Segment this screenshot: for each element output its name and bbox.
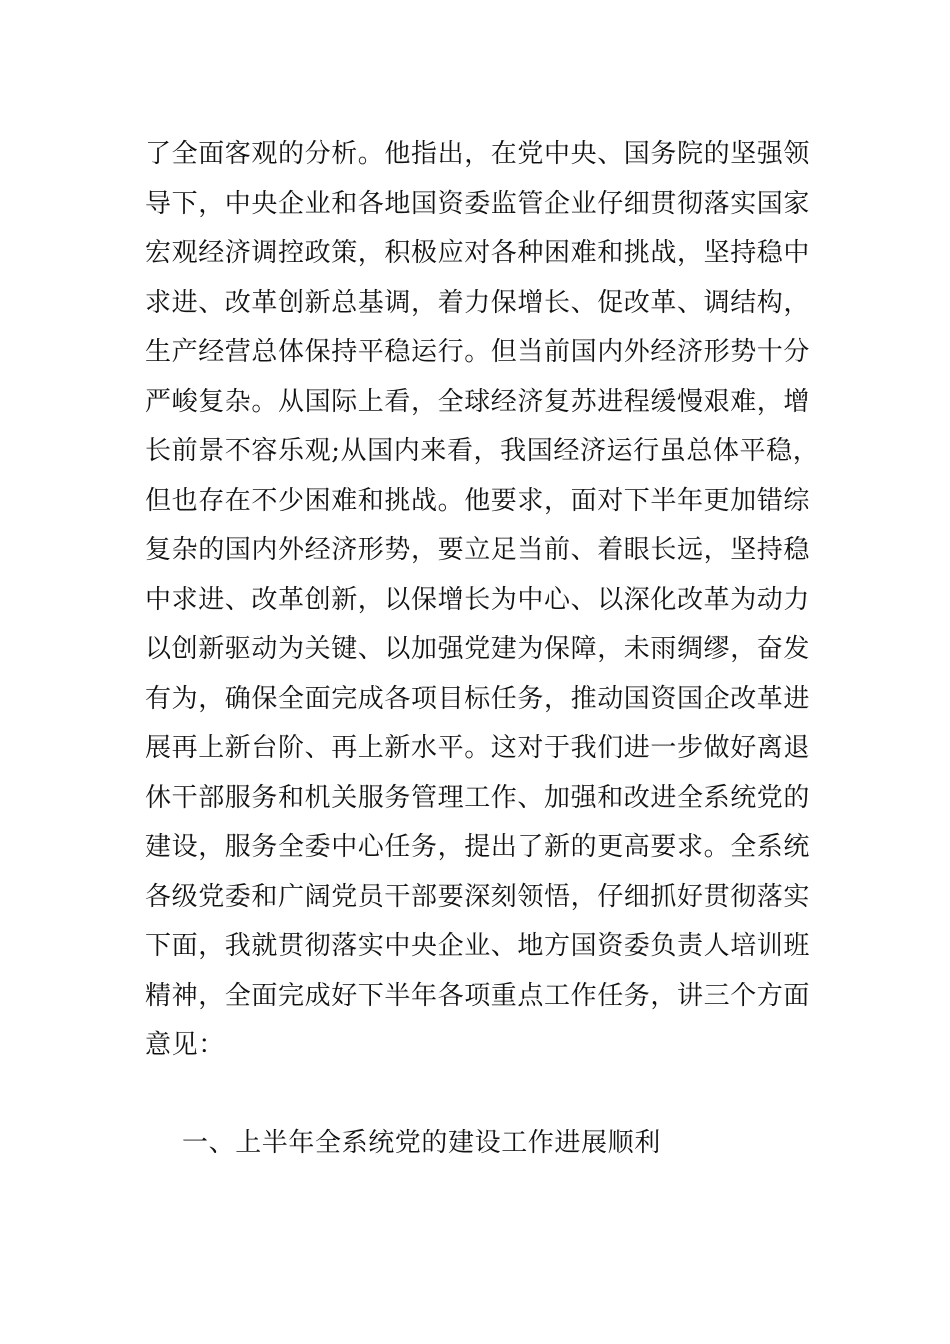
paragraph-line: 复杂的国内外经济形势，要立足当前、着眼长远，坚持稳 [145,535,811,565]
paragraph-line: 长前景不容乐观;从国内来看，我国经济运行虽总体平稳， [145,436,820,466]
paragraph-line: 严峻复杂。从国际上看，全球经济复苏进程缓慢艰难，增 [145,386,811,417]
paragraph-line: 中求进、改革创新，以保增长为中心、以深化改革为动力 [145,584,811,615]
paragraph-line: 意见： [145,1030,225,1060]
paragraph-line: 展再上新台阶、再上新水平。这对于我们进一步做好离退 [145,733,811,763]
paragraph-line: 宏观经济调控政策，积极应对各种困难和挑战，坚持稳中 [145,238,811,268]
paragraph-line: 以创新驱动为关键、以加强党建为保障，未雨绸缪，奋发 [145,634,811,664]
paragraph-line: 求进、改革创新总基调，着力保增长、促改革、调结构， [145,287,811,318]
paragraph-line: 有为，确保全面完成各项目标任务，推动国资国企改革进 [145,683,811,714]
paragraph-line: 建设，服务全委中心任务，提出了新的更高要求。全系统 [145,832,811,862]
paragraph-line: 精神，全面完成好下半年各项重点工作任务，讲三个方面 [145,980,811,1011]
paragraph-line: 休干部服务和机关服务管理工作、加强和改进全系统党的 [145,782,811,813]
section-heading: 一、上半年全系统党的建设工作进展顺利 [182,1128,661,1158]
paragraph-line: 了全面客观的分析。他指出，在党中央、国务院的坚强领 [145,139,811,169]
paragraph-line: 生产经营总体保持平稳运行。但当前国内外经济形势十分 [145,337,811,367]
paragraph-line: 但也存在不少困难和挑战。他要求，面对下半年更加错综 [145,485,811,516]
paragraph-line: 下面，我就贯彻落实中央企业、地方国资委负责人培训班 [145,931,811,961]
paragraph-line: 各级党委和广阔党员干部要深刻领悟，仔细抓好贯彻落实 [145,881,811,912]
paragraph-line: 导下，中央企业和各地国资委监管企业仔细贯彻落实国家 [145,188,811,219]
body-paragraph [145,130,820,1071]
